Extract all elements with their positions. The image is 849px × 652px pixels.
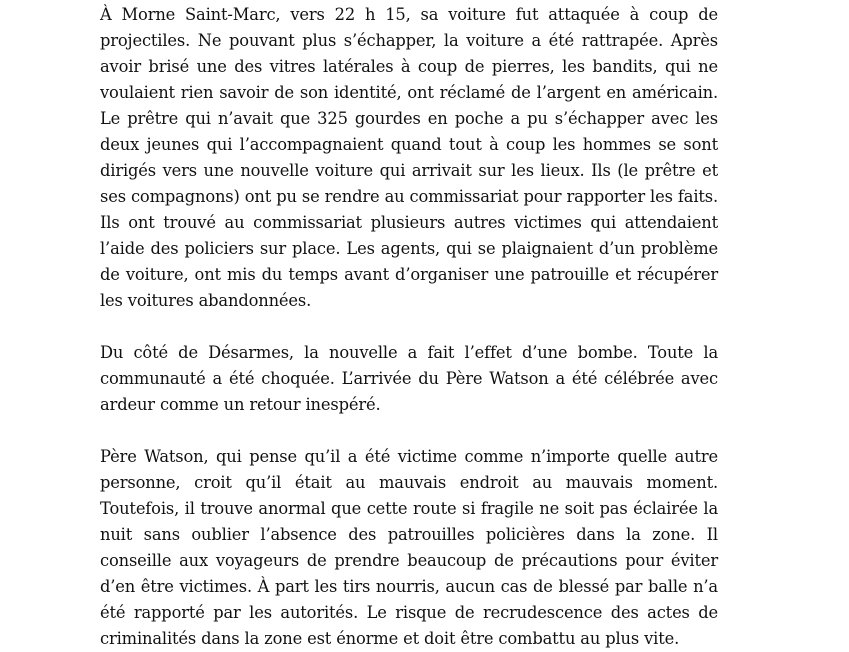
article-body [100, 2, 718, 652]
article-paragraph-3: Père Watson, qui pense qu’il a été victime comme n’importe quelle autre personne, croit qu’il était au mauvais endroit au mauvais moment. Toutefois, il trouve anormal que cette route si fragile ne soit pas éclairée la nuit sans oublier l’absence des patrouilles policières dans la zone. Il conseille aux voyageurs de prendre beaucoup de précautions pour éviter d’en être victimes. À part les tirs nourris, aucun cas de blessé par balle n’a été rapporté par les autorités. Le risque de recrudescence des actes de criminalités dans la zone est énorme et doit être combattu au plus vite. [100, 447, 718, 648]
article-paragraph-2: Du côté de Désarmes, la nouvelle a fait l’effet d’une bombe. Toute la communauté a été choquée. L’arrivée du Père Watson a été célébrée avec ardeur comme un retour inespéré. [100, 343, 718, 414]
article-paragraph-1: À Morne Saint-Marc, vers 22 h 15, sa voiture fut attaquée à coup de projectiles. Ne pouvant plus s’échapper, la voiture a été rattrapée. Après avoir brisé une des vitres latérales à coup de pierres, les bandits, qui ne voulaient rien savoir de son identité, ont réclamé de l’argent en américain. Le prêtre qui n’avait que 325 gourdes en poche a pu s’échapper avec les deux jeunes qui l’accompagnaient quand tout à coup les hommes se sont dirigés vers une nouvelle voiture qui arrivait sur les lieux. Ils (le prêtre et ses compagnons) ont pu se rendre au commissariat pour rapporter les faits. Ils ont trouvé au commissariat plusieurs autres victimes qui attendaient l’aide des policiers sur place. Les agents, qui se plaignaient d’un problème de voiture, ont mis du temps avant d’organiser une patrouille et récupérer les voitures abandonnées. [100, 5, 718, 310]
